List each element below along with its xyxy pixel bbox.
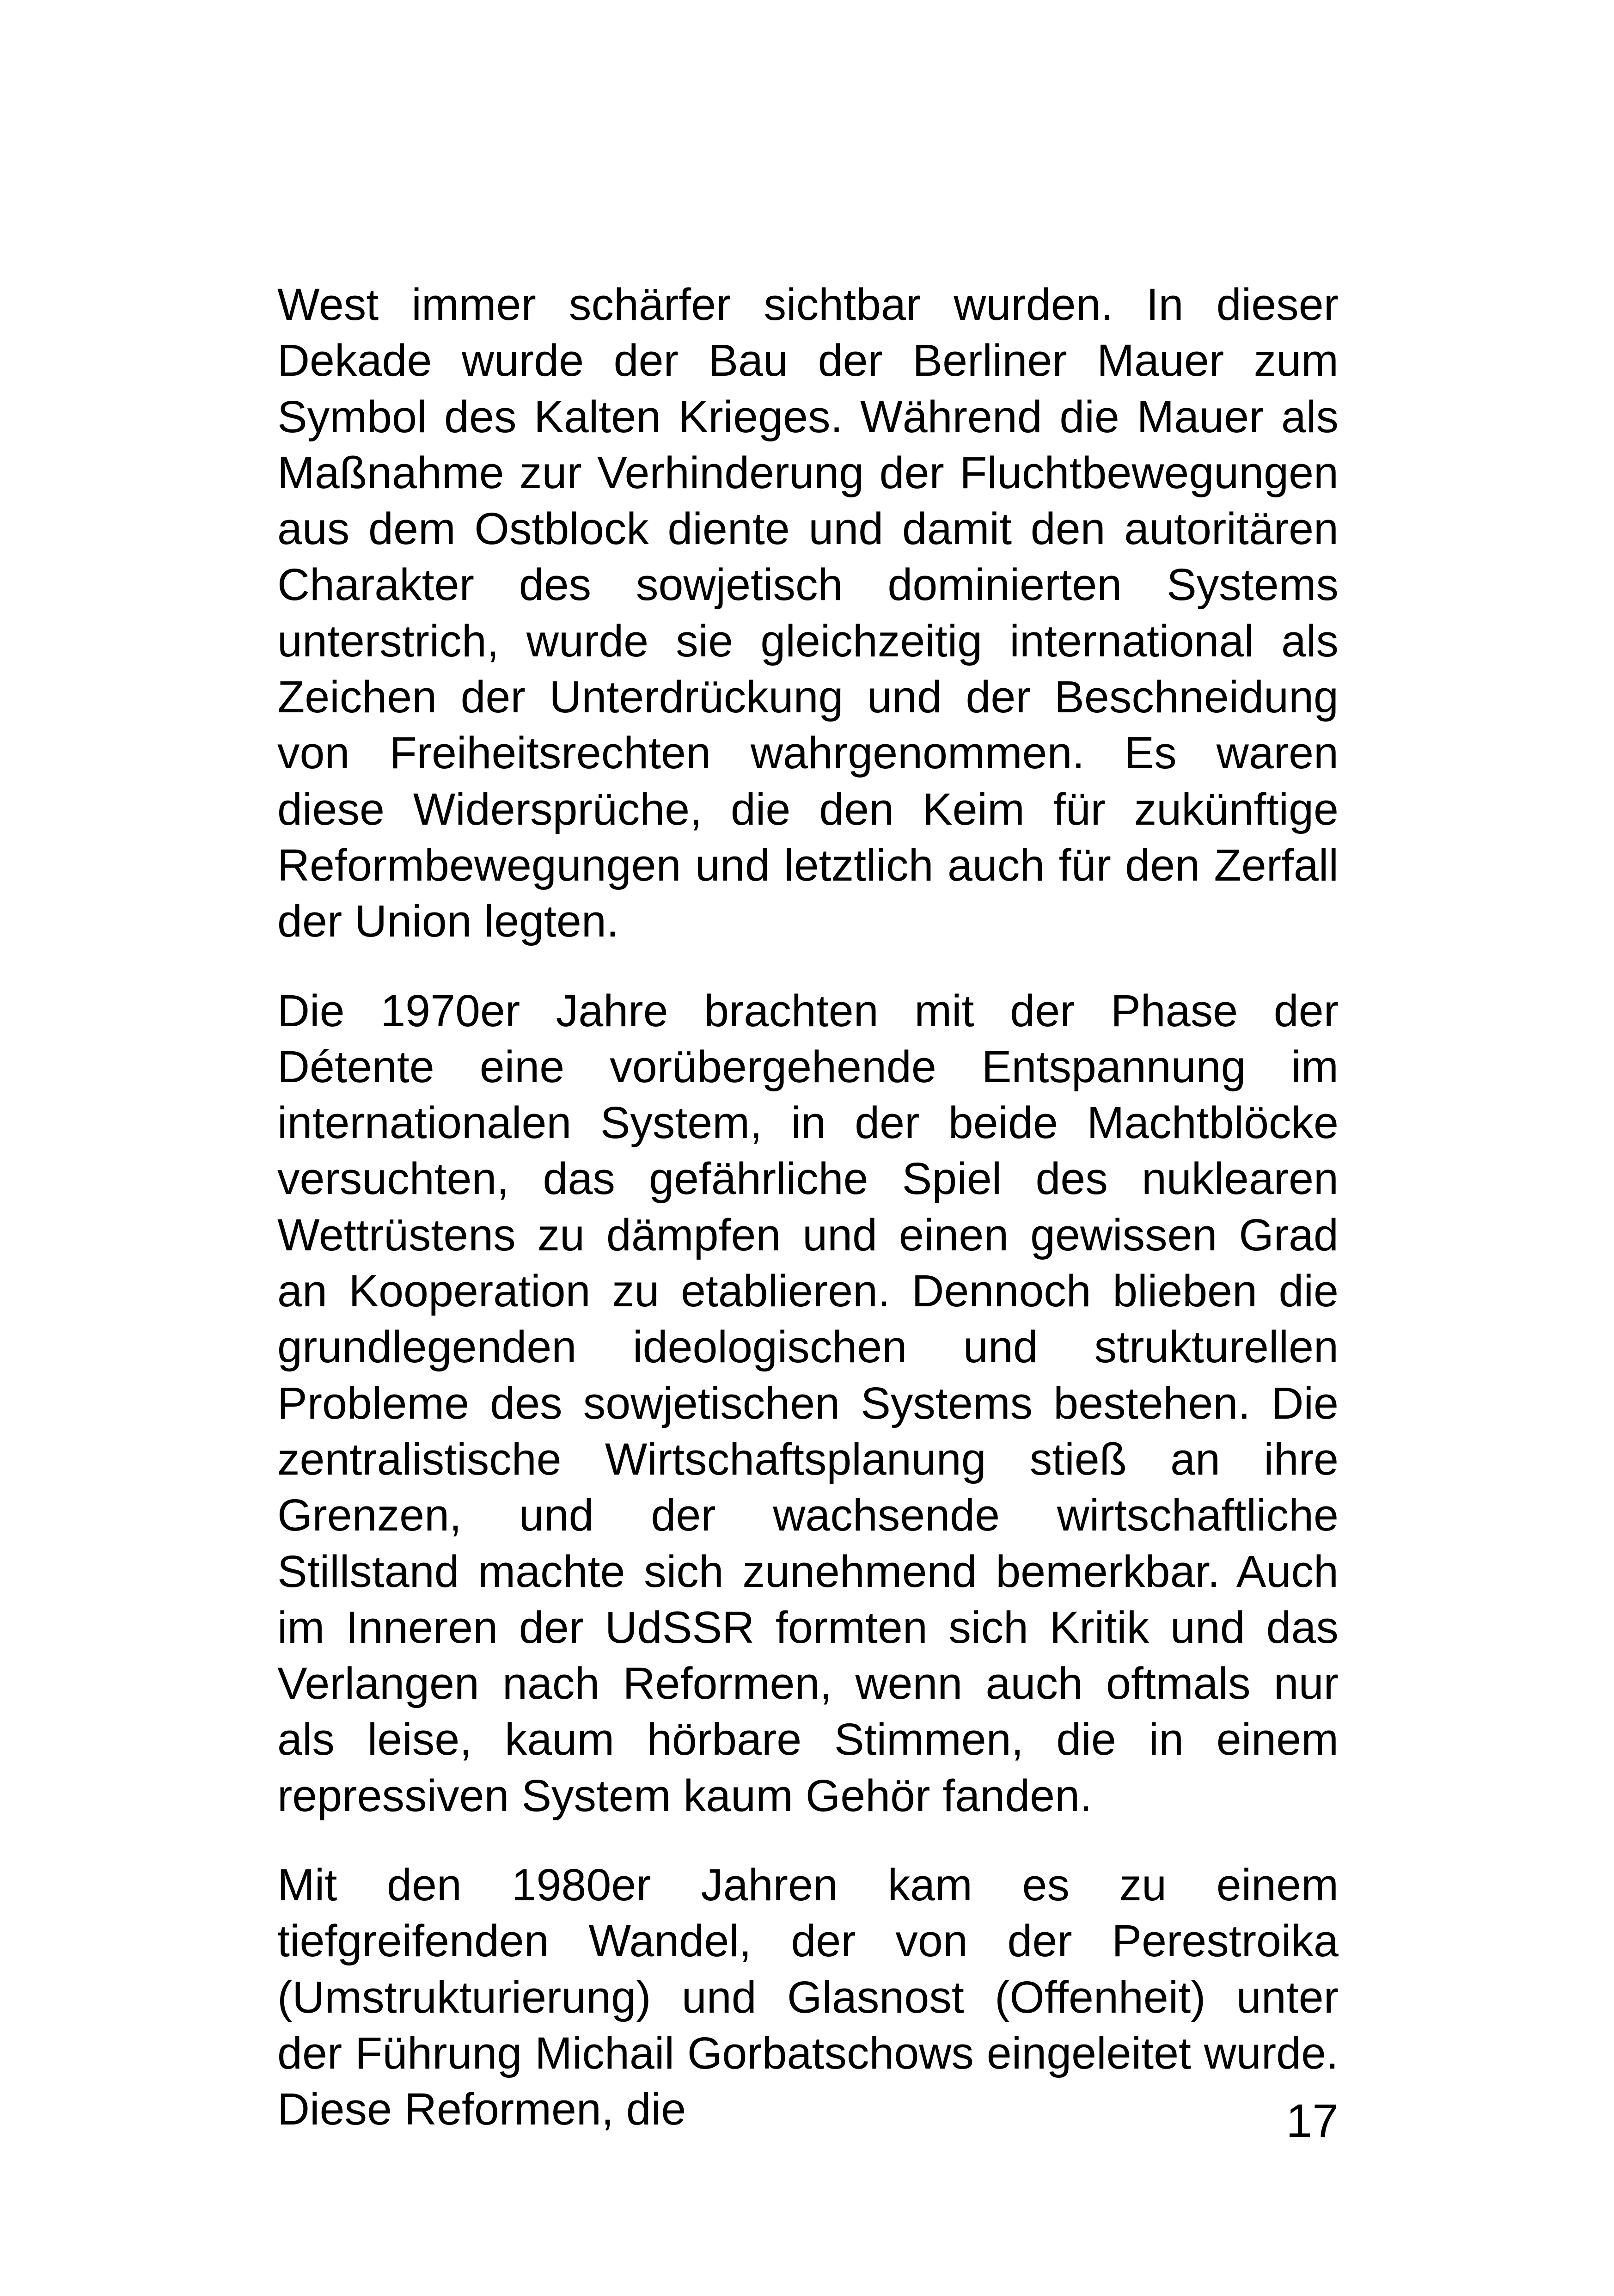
body-text [277, 276, 1339, 2137]
paragraph-2: Die 1970er Jahre brachten mit der Phase der Détente eine vorübergehende Entspannung im internationalen System, in der beide Machtblöcke versuchten, das gefährliche Spiel des nuklearen Wettrüstens zu dämpfen und einen gewissen Grad an Kooperation zu etablieren. Dennoch blieben die grundlegenden ideologischen und strukturellen Probleme des sowjetischen Systems bestehen. Die zentralistische Wirtschaftsplanung stieß an ihre Grenzen, und der wachsende wirtschaftliche Stillstand machte sich zunehmend bemerkbar. Auch im Inneren der UdSSR formten sich Kritik und das Verlangen nach Reformen, wenn auch oftmals nur als leise, kaum hörbare Stimmen, die in einem repressiven System kaum Gehör fanden. [277, 985, 1339, 1821]
page-number: 17 [1286, 2094, 1339, 2147]
paragraph-1: West immer schärfer sichtbar wurden. In dieser Dekade wurde der Bau der Berliner Mauer zum Symbol des Kalten Krieges. Während die Mauer als Maßnahme zur Verhinderung der Fluchtbewegungen aus dem Ostblock diente und damit den autoritären Charakter des sowjetisch dominierten Systems unterstrich, wurde sie gleichzeitig international als Zeichen der Unterdrückung und der Beschneidung von Freiheitsrechten wahrgenommen. Es waren diese Widersprüche, die den Keim für zukünftige Reformbewegungen und letztlich auch für den Zerfall der Union legten. [277, 279, 1339, 947]
paragraph-3: Mit den 1980er Jahren kam es zu einem tiefgreifenden Wandel, der von der Perestroika (Umstrukturierung) und Glasnost (Offenheit) unter der Führung Michail Gorbatschows eingeleitet wurde. Diese Reformen, die [277, 1860, 1339, 2135]
